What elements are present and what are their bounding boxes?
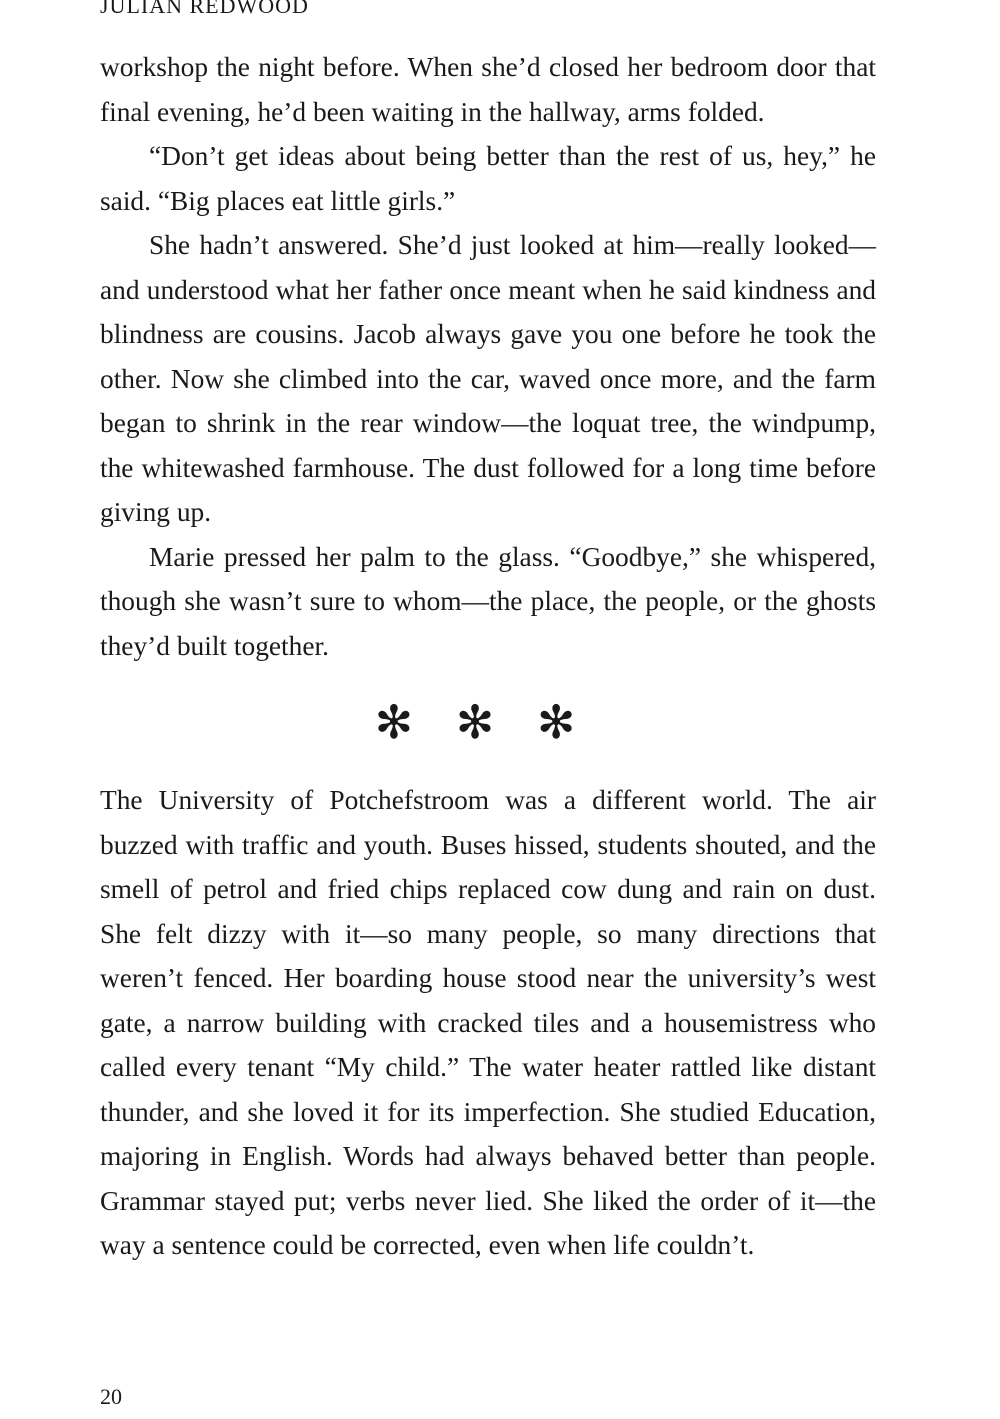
page-number: 20 xyxy=(100,1384,122,1409)
running-head: JULIAN REDWOOD xyxy=(100,0,309,18)
paragraph: Marie pressed her palm to the glass. “Goodbye,” she whispered, though she wasn’t sure to whom—the place, the people, or the ghosts they’d built together. xyxy=(100,541,876,661)
paragraph: workshop the night before. When she’d closed her bedroom door that final evening, he’d been waiting in the hallway, arms folded. xyxy=(100,52,876,127)
paragraph: “Don’t get ideas about being better than the rest of us, hey,” he said. “Big places eat little girls.” xyxy=(100,141,876,216)
paragraph: The University of Potchefstroom was a different world. The air buzzed with traffic and youth. Buses hissed, students shouted, and the smell of petrol and fried chips replaced cow dung and rain on dust. She felt dizzy with it—so many people, so many directions that weren’t fenced. Her boarding house stood near the university’s west gate, a narrow building with cracked tiles and a housemistress who called every tenant “My child.” The water heater rattled like distant thunder, and she loved it for its imperfection. She studied Education, majoring in English. Words had always behaved better than people. Grammar stayed put; verbs never lied. She liked the order of it—the way a sentence could be corrected, even when life couldn’t. xyxy=(100,785,876,1260)
scene-break-asterisks: ✻ ✻ ✻ xyxy=(374,695,590,749)
body-text-section-1 xyxy=(100,45,876,668)
paragraph: She hadn’t answered. She’d just looked at him—really looked—and understood what her father once meant when he said kindness and blindness are cousins. Jacob always gave you one before he took the other. Now she climbed into the car, waved once more, and the farm began to shrink in the rear window—the loquat tree, the windpump, the whitewashed farmhouse. The dust followed for a long time before giving up. xyxy=(100,230,876,527)
body-text-section-2 xyxy=(100,778,876,1268)
